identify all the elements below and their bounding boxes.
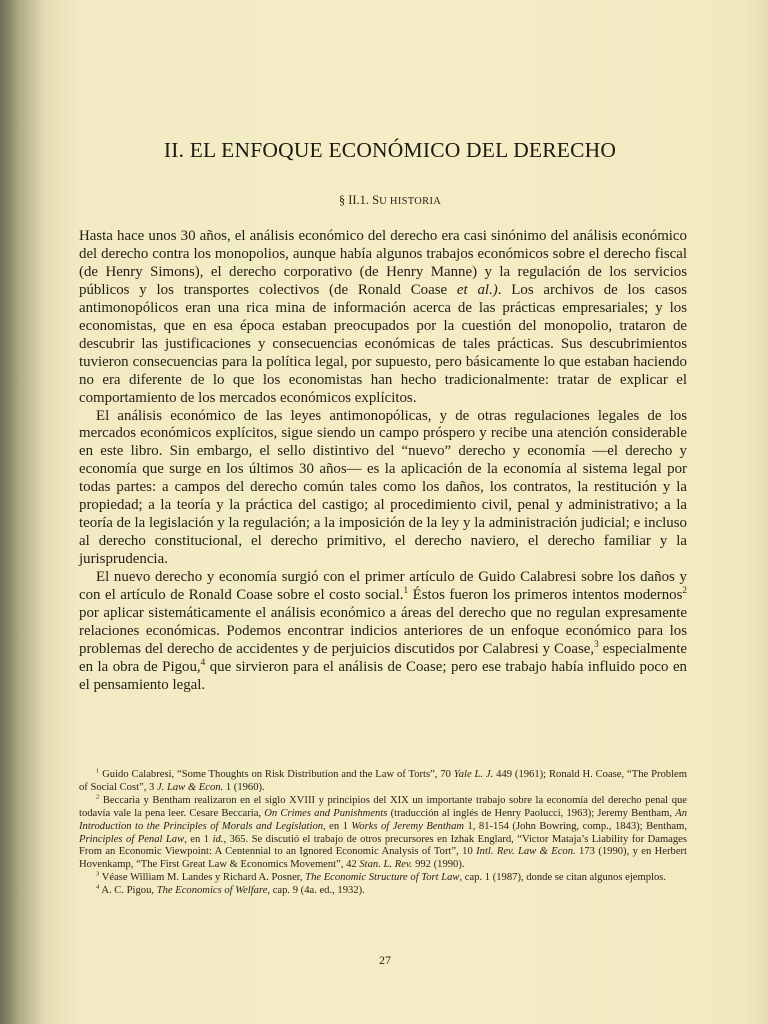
italic-text: Intl. Rev. Law & Econ. bbox=[476, 846, 576, 858]
text-run: , 365. Se discutió el trabajo de otros precursores en Izhak Englard, “Victor Mataja’s Liability for Damages From an Economic Viewpoint: A Centennial to an Ignored Economic Analysis of Tort”, 10 bbox=[79, 833, 688, 858]
italic-text: Yale L. J. bbox=[453, 769, 494, 780]
text-run: El análisis económico de las leyes antimonopólicas, y de otras regulaciones legales de los mercados económicos explícitos, sigue siendo un campo próspero y recibe una atención considerable en este libro. Sin embargo, el sello distintivo del “nuevo” derecho y economía —el derecho y economía que surge en los últimos 30 años— es la aplicación de la economía al sistema legal por todas partes: a campos del derecho común tales como los daños, los contratos, la restitución y la propiedad; a la teoría y la práctica del castigo; al procedimiento civil, penal y administrativo; a la teoría de la legislación y la regulación; a la imposición de la ley y la administración judicial; e incluso al derecho constitucional, el derecho primitivo, el derecho naviero, el derecho familiar y la jurisprudencia. bbox=[79, 407, 687, 568]
italic-text: J. Law & Econ. bbox=[156, 781, 224, 793]
italic-text: The Economic Structure of Tort Law bbox=[305, 872, 460, 884]
italic-text: On Crimes and Punishments bbox=[264, 807, 388, 819]
italic-text: et al.) bbox=[456, 281, 498, 298]
footnote-marker: 1 bbox=[96, 767, 100, 775]
chapter-title: II. EL ENFOQUE ECONÓMICO DEL DERECHO bbox=[163, 138, 617, 162]
text-run: por aplicar sistemáticamente el análisis económico a áreas del derecho que no regulan expresamente relaciones económicas. Podemos encontrar indicios anteriores de un enfoque económico para los problemas del derecho de accidentes y de perjuicios discutidos por Calabresi y Coase, bbox=[79, 605, 687, 657]
footnote-marker: 3 bbox=[96, 870, 100, 878]
footnote-marker: 1 bbox=[403, 585, 409, 596]
footnote-marker: 4 bbox=[96, 883, 100, 891]
body-text bbox=[79, 228, 687, 695]
footnote-marker: 3 bbox=[594, 638, 599, 649]
text-run: (traducción al inglés de Henry Paolucci, 1963); Jeremy Bentham, bbox=[387, 807, 676, 819]
text-run: 992 (1990). bbox=[412, 859, 465, 871]
text-run: Véase William M. Landes y Richard A. Posner, bbox=[99, 872, 306, 884]
text-run: especialmente en la obra de Pigou, bbox=[79, 640, 687, 675]
text-run: Guido Calabresi, “Some Thoughts on Risk Distribution and the Law of Torts”, 70 bbox=[99, 769, 454, 780]
italic-text: Principles of Penal Law bbox=[79, 833, 185, 845]
italic-text: id. bbox=[212, 833, 224, 845]
section-number: § II.1. S bbox=[338, 193, 380, 207]
text-run: 1, 81-154 (John Bowring, comp., 1843); Bentham, bbox=[464, 820, 687, 832]
section-title-smallcaps: U HISTORIA bbox=[379, 196, 442, 207]
text-run: , cap. 1 (1987), donde se citan algunos ejemplos. bbox=[459, 872, 667, 884]
footnotes bbox=[79, 769, 687, 898]
text-run: 449 (1961); Ronald H. Coase, “The Problem of Social Cost”, 3 bbox=[79, 769, 687, 793]
italic-text: Works of Jeremy Bentham bbox=[351, 820, 465, 832]
italic-text: An Introduction to the Principles of Morals and Legislation bbox=[79, 807, 687, 832]
text-run: El nuevo derecho y economía surgió con el primer artículo de Guido Calabresi sobre los daños y con el artículo de Ronald Coase sobre el costo social. bbox=[79, 569, 687, 604]
text-run: 1 (1960). bbox=[223, 781, 265, 793]
text-run: A. C. Pigou, bbox=[99, 885, 157, 897]
footnote bbox=[79, 769, 687, 795]
italic-text: The Economics of Welfare bbox=[156, 885, 268, 897]
text-run: Hasta hace unos 30 años, el análisis económico del derecho era casi sinónimo del análisis económico del derecho contra los monopolios, aunque había algunos trabajos económicos sobre el derecho fiscal (de Henry Simons), el derecho corporativo (de Henry Manne) y la regulación de los servicios públicos y los transportes colectivos (de Ronald Coase bbox=[79, 228, 687, 298]
text-run: , cap. 9 (4a. ed., 1932). bbox=[267, 885, 365, 897]
footnote-marker: 4 bbox=[200, 656, 206, 667]
footnote-marker: 2 bbox=[96, 793, 100, 801]
text-run: Beccaria y Bentham realizaron en el siglo XVIII y principios del XIX un importante trabajo sobre la economía del derecho penal que todavía vale la pena leer. Cesare Beccaria, bbox=[79, 794, 687, 819]
paragraph bbox=[79, 228, 687, 408]
text-run: . Los archivos de los casos antimonopólicos eran una rica mina de información acerca de las prácticas empresariales; y los economistas, que en esa época estaban preocupados por la cuestión del monopolio, trataron de descubrir las justificaciones y consecuencias económicas de tales prácticas. Sus descubrimientos tuvieron consecuencias para la política legal, por supuesto, pero básicamente lo que estaban haciendo no era diferente de lo que los economistas han hecho tradicionalmente: tratar de explicar el comportamiento de los mercados económicos explícitos. bbox=[79, 281, 688, 406]
text-run: , en 1 bbox=[184, 833, 213, 845]
italic-text: Stan. L. Rev. bbox=[359, 859, 413, 871]
section-heading bbox=[80, 193, 700, 208]
footnote bbox=[79, 885, 687, 898]
text-run: 173 (1990), y en Herbert Hovenkamp, “The First Great Law & Economics Movement”, 42 bbox=[79, 846, 687, 871]
text-run: , en 1 bbox=[323, 820, 352, 832]
footnote bbox=[79, 795, 687, 872]
footnote-marker: 2 bbox=[682, 585, 688, 596]
page-number: 27 bbox=[379, 953, 391, 967]
text-run: que sirvieron para el análisis de Coase; pero ese trabajo había influido poco en el pensamiento legal. bbox=[79, 658, 688, 693]
footnote bbox=[79, 872, 687, 885]
text-run: Éstos fueron los primeros intentos modernos bbox=[408, 587, 683, 604]
book-spine-shadow bbox=[0, 0, 40, 1024]
paragraph bbox=[79, 569, 687, 695]
paragraph bbox=[79, 408, 687, 570]
